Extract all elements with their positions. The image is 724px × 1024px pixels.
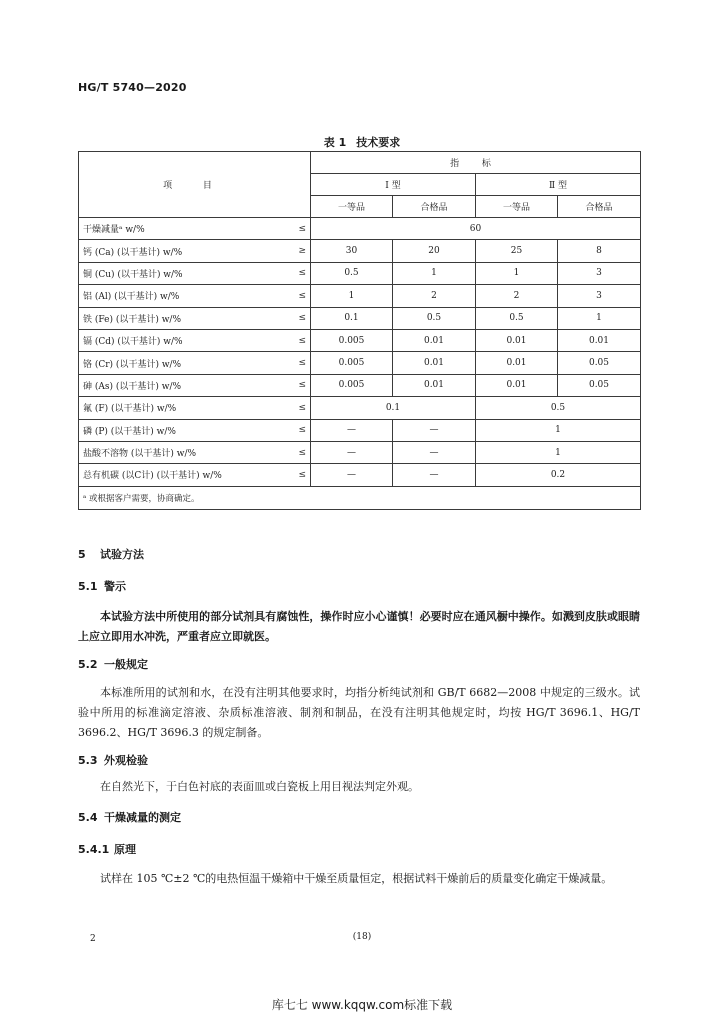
row-value: 0.1 xyxy=(311,307,393,329)
grade-first-type-2: 一等品 xyxy=(476,196,558,218)
section-number: 5.4 xyxy=(78,811,98,824)
row-value: 0.01 xyxy=(558,329,641,351)
row-item: 氟 (F) (以干基计) w/% xyxy=(79,397,277,419)
table-row xyxy=(79,329,641,351)
table-footnote: ᵃ 或根据客户需要，协商确定。 xyxy=(79,486,641,509)
table-row xyxy=(79,307,641,329)
row-item: 镉 (Cd) (以干基计) w/% xyxy=(79,329,277,351)
row-value: 60 xyxy=(311,218,641,240)
section-title: 一般规定 xyxy=(104,658,148,671)
row-value: 0.2 xyxy=(476,464,641,486)
row-symbol: ≤ xyxy=(277,441,311,463)
row-value: 0.01 xyxy=(476,374,558,396)
row-item: 铜 (Cu) (以干基计) w/% xyxy=(79,262,277,284)
center-page-number: (18) xyxy=(352,932,372,942)
row-value: — xyxy=(311,441,393,463)
section-number: 5.2 xyxy=(78,658,98,671)
column-header-type-1: Ⅰ 型 xyxy=(311,174,476,196)
section-title: 警示 xyxy=(104,580,126,593)
row-value: 1 xyxy=(476,441,641,463)
table-caption-number: 表 1 xyxy=(323,136,347,149)
row-item: 铬 (Cr) (以干基计) w/% xyxy=(79,352,277,374)
row-value: 0.5 xyxy=(476,397,641,419)
row-symbol: ≤ xyxy=(277,307,311,329)
column-header-item: 项 目 xyxy=(79,152,311,218)
table-caption-title: 技术要求 xyxy=(356,136,401,149)
row-value: 0.01 xyxy=(476,352,558,374)
row-symbol: ≤ xyxy=(277,464,311,486)
row-value: 1 xyxy=(311,285,393,307)
row-value: 2 xyxy=(393,285,476,307)
row-value: 25 xyxy=(476,240,558,262)
row-item: 磷 (P) (以干基计) w/% xyxy=(79,419,277,441)
table-row xyxy=(79,262,641,284)
section-number: 5.1 xyxy=(78,580,98,593)
row-value: 3 xyxy=(558,262,641,284)
row-symbol: ≤ xyxy=(277,262,311,284)
row-value: 1 xyxy=(393,262,476,284)
table-row xyxy=(79,397,641,419)
grade-first-type-1: 一等品 xyxy=(311,196,393,218)
table-row xyxy=(79,419,641,441)
row-value: 0.01 xyxy=(393,352,476,374)
row-value: 0.005 xyxy=(311,352,393,374)
row-item: 总有机碳 (以C计) (以干基计) w/% xyxy=(79,464,277,486)
section-number: 5.3 xyxy=(78,754,98,767)
section-5-4-heading xyxy=(78,809,181,825)
table-row xyxy=(79,218,641,240)
row-value: — xyxy=(311,464,393,486)
page-number: 2 xyxy=(90,934,96,944)
row-symbol: ≥ xyxy=(277,240,311,262)
row-value: 0.05 xyxy=(558,352,641,374)
table-row xyxy=(79,374,641,396)
row-item: 铝 (Al) (以干基计) w/% xyxy=(79,285,277,307)
section-5-3-heading xyxy=(78,752,148,768)
row-value: 0.5 xyxy=(393,307,476,329)
column-header-index: 指 标 xyxy=(311,152,641,174)
grade-qualified-type-1: 合格品 xyxy=(393,196,476,218)
table-row xyxy=(79,285,641,307)
row-symbol: ≤ xyxy=(277,374,311,396)
row-value: 0.05 xyxy=(558,374,641,396)
row-symbol: ≤ xyxy=(277,285,311,307)
section-title: 试验方法 xyxy=(100,548,144,561)
row-item: 干燥减量ᵃ w/% xyxy=(79,218,277,240)
row-symbol: ≤ xyxy=(277,397,311,419)
section-5-1-heading xyxy=(78,578,126,594)
row-value: — xyxy=(311,419,393,441)
row-value: 20 xyxy=(393,240,476,262)
section-5-4-1-text: 试样在 105 ℃±2 ℃的电热恒温干燥箱中干燥至质量恒定，根据试料干燥前后的质量变化确定干燥减量。 xyxy=(100,872,613,885)
row-value: 2 xyxy=(476,285,558,307)
table-caption xyxy=(0,134,724,150)
row-value: 0.01 xyxy=(393,329,476,351)
grade-qualified-type-2: 合格品 xyxy=(558,196,641,218)
row-symbol: ≤ xyxy=(277,329,311,351)
technical-requirements-table xyxy=(78,151,641,510)
section-number: 5.4.1 xyxy=(78,843,110,856)
standard-number: HG/T 5740—2020 xyxy=(78,81,187,94)
section-title: 干燥减量的测定 xyxy=(104,811,181,824)
table-row xyxy=(79,240,641,262)
section-title: 外观检验 xyxy=(104,754,148,767)
row-value: 8 xyxy=(558,240,641,262)
row-value: 30 xyxy=(311,240,393,262)
section-5-1-text: 本试验方法中所使用的部分试剂具有腐蚀性，操作时应小心谨慎！必要时应在通风橱中操作。如溅到皮肤或眼睛上应立即用水冲洗，严重者应立即就医。 xyxy=(78,610,640,643)
row-value: 1 xyxy=(558,307,641,329)
section-5-heading xyxy=(78,546,144,562)
table-row xyxy=(79,352,641,374)
row-value: 0.005 xyxy=(311,374,393,396)
row-value: 0.1 xyxy=(311,397,476,419)
row-value: 0.005 xyxy=(311,329,393,351)
column-header-type-2: Ⅱ 型 xyxy=(476,174,641,196)
row-symbol: ≤ xyxy=(277,352,311,374)
row-item: 砷 (As) (以干基计) w/% xyxy=(79,374,277,396)
row-item: 钙 (Ca) (以干基计) w/% xyxy=(79,240,277,262)
row-item: 盐酸不溶物 (以干基计) w/% xyxy=(79,441,277,463)
row-symbol: ≤ xyxy=(277,218,311,240)
table-row xyxy=(79,441,641,463)
table-row xyxy=(79,464,641,486)
row-symbol: ≤ xyxy=(277,419,311,441)
row-value: — xyxy=(393,441,476,463)
section-5-3-text: 在自然光下，于白色衬底的表面皿或白瓷板上用目视法判定外观。 xyxy=(100,780,419,793)
row-value: — xyxy=(393,464,476,486)
row-value: 3 xyxy=(558,285,641,307)
row-value: 0.5 xyxy=(311,262,393,284)
download-watermark: 库七七 www.kqqw.com标准下载 xyxy=(271,998,453,1012)
section-5-2-text: 本标准所用的试剂和水，在没有注明其他要求时，均指分析纯试剂和 GB/T 6682—2008 中规定的三级水。试验中所用的标准滴定溶液、杂质标准溶液、制剂和制品，在没有注明其他规定时，均按 HG/T 3696.1、HG/T 3696.2、HG/T 3696.3 的规定制备。 xyxy=(78,686,640,739)
section-5-2-heading xyxy=(78,656,148,672)
section-5-4-1-heading xyxy=(78,841,136,857)
row-value: 1 xyxy=(476,419,641,441)
row-value: 0.01 xyxy=(476,329,558,351)
section-number: 5 xyxy=(78,548,86,561)
row-value: 1 xyxy=(476,262,558,284)
row-value: 0.01 xyxy=(393,374,476,396)
section-title: 原理 xyxy=(114,843,136,856)
row-item: 铁 (Fe) (以干基计) w/% xyxy=(79,307,277,329)
row-value: 0.5 xyxy=(476,307,558,329)
row-value: — xyxy=(393,419,476,441)
